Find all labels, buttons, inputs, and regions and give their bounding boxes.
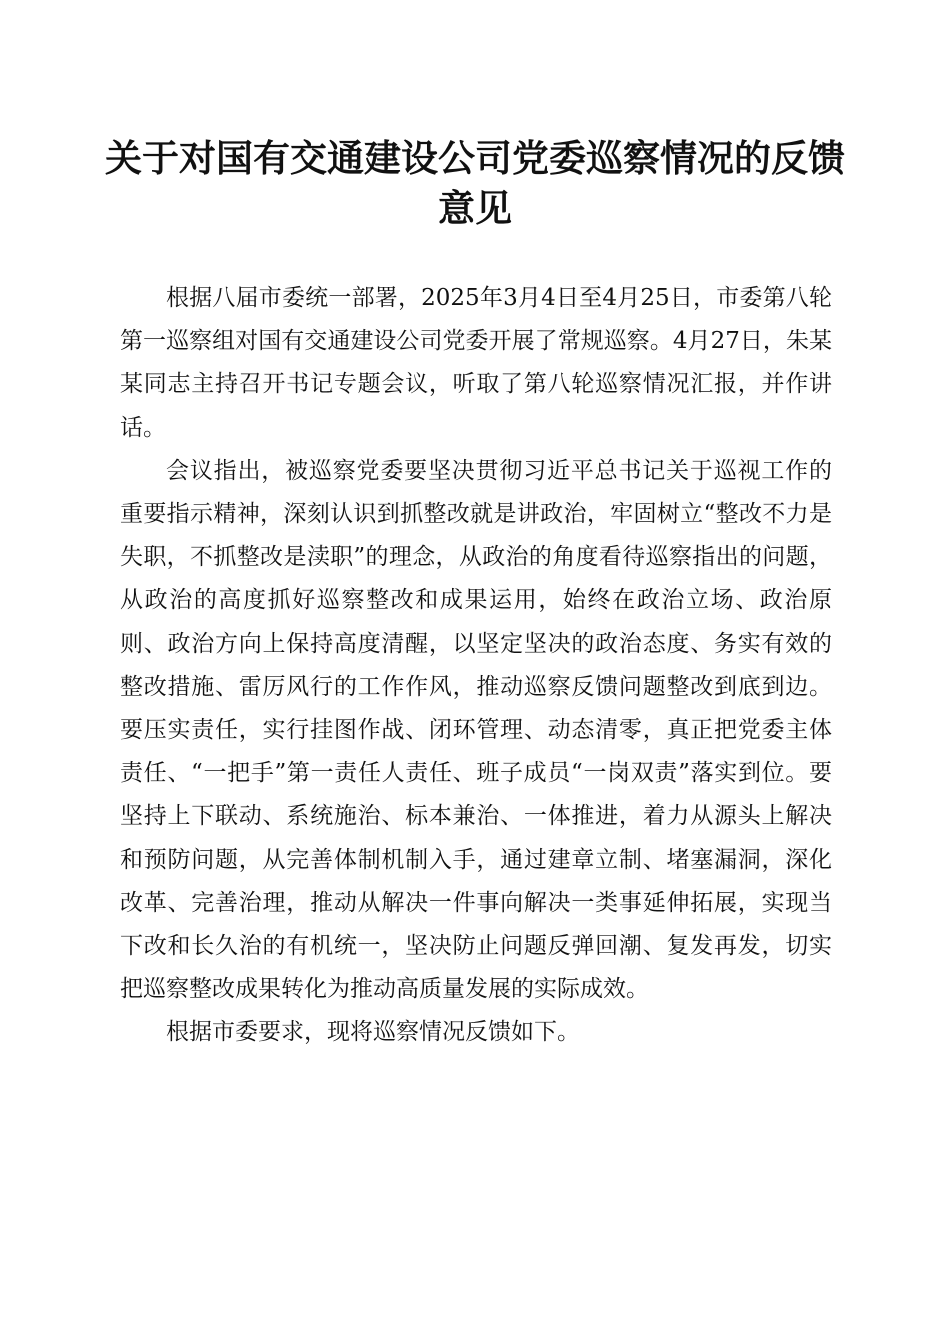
- paragraph-inspection-overview: 根据八届市委统一部署，2025年3月4日至4月25日，市委第八轮第一巡察组对国有交通建设公司党委开展了常规巡察。4月27日，朱某某同志主持召开书记专题会议，听取了第八轮巡察情况汇报，并作讲话。: [120, 285, 832, 441]
- paragraph-meeting-instructions: 会议指出，被巡察党委要坚决贯彻习近平总书记关于巡视工作的重要指示精神，深刻认识到抓整改就是讲政治，牢固树立“整改不力是失职，不抓整改是渎职”的理念，从政治的角度看待巡察指出的问题，从政治的高度抓好巡察整改和成果运用，始终在政治立场、政治原则、政治方向上保持高度清醒，以坚定坚决的政治态度、务实有效的整改措施、雷厉风行的工作作风，推动巡察反馈问题整改到底到边。要压实责任，实行挂图作战、闭环管理、动态清零，真正把党委主体责任、“一把手”第一责任人责任、班子成员“一岗双责”落实到位。要坚持上下联动、系统施治、标本兼治、一体推进，着力从源头上解决和预防问题，从完善体制机制入手，通过建章立制、堵塞漏洞，深化改革、完善治理，推动从解决一件事向解决一类事延伸拓展，实现当下改和长久治的有机统一，坚决防止问题反弹回潮、复发再发，切实把巡察整改成果转化为推动高质量发展的实际成效。: [120, 457, 832, 1003]
- document-title: 关于对国有交通建设公司党委巡察情况的反馈意见: [105, 136, 845, 230]
- document-body: [120, 277, 832, 1055]
- paragraph-feedback-intro: 根据市委要求，现将巡察情况反馈如下。: [166, 1019, 580, 1046]
